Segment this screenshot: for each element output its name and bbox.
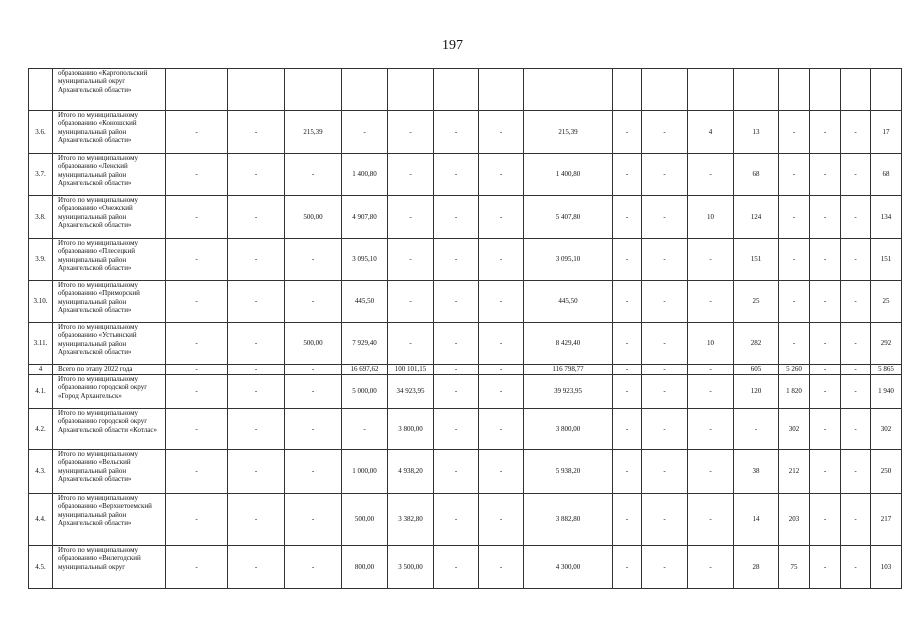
- row-name: образованию «Каргопольский муниципальный округ Архангельской области»: [53, 69, 166, 111]
- cell-col-8: 5 407,80: [524, 196, 613, 239]
- cell-col-8: [524, 69, 613, 111]
- cell-col-13: -: [779, 323, 810, 365]
- table-row: [29, 546, 902, 589]
- cell-col-7: -: [479, 546, 524, 589]
- cell-col-2: -: [228, 450, 285, 494]
- cell-col-13: 212: [779, 450, 810, 494]
- cell-col-7: -: [479, 239, 524, 281]
- cell-col-11: 10: [688, 196, 734, 239]
- cell-col-16: 68: [871, 154, 902, 196]
- cell-col-10: -: [642, 375, 688, 409]
- cell-col-11: -: [688, 375, 734, 409]
- cell-col-9: -: [613, 323, 642, 365]
- cell-col-6: -: [434, 196, 479, 239]
- cell-col-1: -: [166, 154, 228, 196]
- cell-col-11: -: [688, 365, 734, 375]
- table-row: [29, 111, 902, 154]
- cell-col-10: -: [642, 323, 688, 365]
- cell-col-5: -: [388, 111, 434, 154]
- cell-col-12: 13: [734, 111, 779, 154]
- cell-col-10: -: [642, 239, 688, 281]
- cell-col-13: 75: [779, 546, 810, 589]
- cell-col-6: -: [434, 365, 479, 375]
- cell-col-6: -: [434, 546, 479, 589]
- cell-col-8: 5 938,20: [524, 450, 613, 494]
- cell-col-7: -: [479, 111, 524, 154]
- cell-col-16: 217: [871, 494, 902, 546]
- cell-col-7: -: [479, 375, 524, 409]
- cell-col-14: -: [810, 323, 841, 365]
- cell-col-5: 100 101,15: [388, 365, 434, 375]
- cell-col-12: 282: [734, 323, 779, 365]
- table-row: [29, 365, 902, 375]
- cell-col-6: -: [434, 494, 479, 546]
- cell-col-7: -: [479, 409, 524, 450]
- cell-col-3: [285, 69, 342, 111]
- cell-col-15: -: [841, 239, 871, 281]
- cell-col-6: -: [434, 281, 479, 323]
- cell-col-11: -: [688, 281, 734, 323]
- cell-col-5: 3 800,00: [388, 409, 434, 450]
- cell-col-10: [642, 69, 688, 111]
- cell-col-6: -: [434, 239, 479, 281]
- cell-col-5: 4 938,20: [388, 450, 434, 494]
- cell-col-2: -: [228, 154, 285, 196]
- cell-col-1: -: [166, 375, 228, 409]
- cell-col-3: 215,39: [285, 111, 342, 154]
- cell-col-11: [688, 69, 734, 111]
- cell-col-1: -: [166, 111, 228, 154]
- cell-col-15: -: [841, 375, 871, 409]
- cell-col-11: -: [688, 239, 734, 281]
- cell-col-6: -: [434, 375, 479, 409]
- row-name: Итого по муниципальному образованию «Устьянский муниципальный район Архангельской области»: [53, 323, 166, 365]
- cell-col-9: -: [613, 546, 642, 589]
- cell-col-3: -: [285, 494, 342, 546]
- cell-col-14: -: [810, 375, 841, 409]
- cell-col-5: 3 382,80: [388, 494, 434, 546]
- row-number: 3.6.: [29, 111, 53, 154]
- cell-col-15: -: [841, 196, 871, 239]
- cell-col-2: -: [228, 494, 285, 546]
- cell-col-10: -: [642, 365, 688, 375]
- cell-col-13: -: [779, 154, 810, 196]
- cell-col-10: -: [642, 111, 688, 154]
- cell-col-4: 7 929,40: [342, 323, 388, 365]
- cell-col-15: -: [841, 409, 871, 450]
- cell-col-5: -: [388, 196, 434, 239]
- cell-col-9: -: [613, 154, 642, 196]
- table-row: [29, 450, 902, 494]
- cell-col-11: 10: [688, 323, 734, 365]
- cell-col-2: -: [228, 375, 285, 409]
- cell-col-10: -: [642, 409, 688, 450]
- cell-col-4: 500,00: [342, 494, 388, 546]
- cell-col-6: [434, 69, 479, 111]
- cell-col-9: -: [613, 281, 642, 323]
- cell-col-12: 28: [734, 546, 779, 589]
- cell-col-7: -: [479, 494, 524, 546]
- cell-col-14: -: [810, 239, 841, 281]
- cell-col-15: [841, 69, 871, 111]
- cell-col-6: -: [434, 323, 479, 365]
- cell-col-12: -: [734, 409, 779, 450]
- cell-col-12: 120: [734, 375, 779, 409]
- cell-col-12: 38: [734, 450, 779, 494]
- cell-col-8: 8 429,40: [524, 323, 613, 365]
- row-name: Итого по муниципальному образованию «Плесецкий муниципальный район Архангельской области»: [53, 239, 166, 281]
- cell-col-13: -: [779, 281, 810, 323]
- cell-col-14: -: [810, 154, 841, 196]
- cell-col-16: 250: [871, 450, 902, 494]
- cell-col-9: -: [613, 450, 642, 494]
- table-row: [29, 494, 902, 546]
- cell-col-9: -: [613, 239, 642, 281]
- cell-col-16: 134: [871, 196, 902, 239]
- cell-col-15: -: [841, 365, 871, 375]
- cell-col-2: [228, 69, 285, 111]
- row-name: Итого по муниципальному образованию «Коношский муниципальный район Архангельской области»: [53, 111, 166, 154]
- row-number: 3.11.: [29, 323, 53, 365]
- cell-col-13: -: [779, 239, 810, 281]
- cell-col-9: [613, 69, 642, 111]
- cell-col-14: -: [810, 546, 841, 589]
- row-number: 4: [29, 365, 53, 375]
- cell-col-2: -: [228, 365, 285, 375]
- cell-col-15: -: [841, 546, 871, 589]
- cell-col-2: -: [228, 409, 285, 450]
- cell-col-9: -: [613, 375, 642, 409]
- cell-col-9: -: [613, 409, 642, 450]
- cell-col-16: 1 940: [871, 375, 902, 409]
- cell-col-8: 4 300,00: [524, 546, 613, 589]
- cell-col-15: -: [841, 281, 871, 323]
- cell-col-10: -: [642, 154, 688, 196]
- cell-col-13: 5 260: [779, 365, 810, 375]
- cell-col-3: -: [285, 409, 342, 450]
- row-name: Итого по муниципальному образованию «Ленский муниципальный район Архангельской области»: [53, 154, 166, 196]
- cell-col-5: [388, 69, 434, 111]
- cell-col-16: 25: [871, 281, 902, 323]
- cell-col-11: -: [688, 450, 734, 494]
- cell-col-8: 3 882,80: [524, 494, 613, 546]
- cell-col-16: 302: [871, 409, 902, 450]
- table-row: [29, 69, 902, 111]
- cell-col-2: -: [228, 323, 285, 365]
- table-row: [29, 323, 902, 365]
- row-name: Итого по муниципальному образованию городской округ Архангельской области «Котлас»: [53, 409, 166, 450]
- cell-col-2: -: [228, 281, 285, 323]
- cell-col-8: 3 800,00: [524, 409, 613, 450]
- cell-col-7: -: [479, 196, 524, 239]
- cell-col-13: 203: [779, 494, 810, 546]
- cell-col-14: -: [810, 365, 841, 375]
- cell-col-8: 215,39: [524, 111, 613, 154]
- cell-col-10: -: [642, 281, 688, 323]
- cell-col-8: 1 400,80: [524, 154, 613, 196]
- cell-col-10: -: [642, 196, 688, 239]
- cell-col-3: -: [285, 450, 342, 494]
- cell-col-11: -: [688, 546, 734, 589]
- cell-col-5: -: [388, 323, 434, 365]
- cell-col-12: 68: [734, 154, 779, 196]
- row-name: Всего по этапу 2022 года: [53, 365, 166, 375]
- cell-col-8: 116 798,77: [524, 365, 613, 375]
- row-number: 4.5.: [29, 546, 53, 589]
- cell-col-4: -: [342, 111, 388, 154]
- cell-col-4: 1 000,00: [342, 450, 388, 494]
- cell-col-16: 151: [871, 239, 902, 281]
- cell-col-3: -: [285, 546, 342, 589]
- cell-col-10: -: [642, 546, 688, 589]
- cell-col-14: -: [810, 111, 841, 154]
- cell-col-11: -: [688, 154, 734, 196]
- cell-col-5: -: [388, 154, 434, 196]
- cell-col-2: -: [228, 239, 285, 281]
- cell-col-3: 500,00: [285, 196, 342, 239]
- cell-col-6: -: [434, 450, 479, 494]
- cell-col-3: -: [285, 365, 342, 375]
- row-name: Итого по муниципальному образованию «Вельский муниципальный район Архангельской области»: [53, 450, 166, 494]
- cell-col-14: -: [810, 450, 841, 494]
- cell-col-3: -: [285, 154, 342, 196]
- cell-col-14: -: [810, 409, 841, 450]
- cell-col-2: -: [228, 111, 285, 154]
- table-row: [29, 196, 902, 239]
- cell-col-12: 124: [734, 196, 779, 239]
- cell-col-7: -: [479, 365, 524, 375]
- cell-col-1: -: [166, 494, 228, 546]
- row-number: 3.9.: [29, 239, 53, 281]
- table-row: [29, 281, 902, 323]
- cell-col-16: [871, 69, 902, 111]
- cell-col-14: [810, 69, 841, 111]
- cell-col-12: 151: [734, 239, 779, 281]
- cell-col-15: -: [841, 323, 871, 365]
- row-number: [29, 69, 53, 111]
- row-name: Итого по муниципальному образованию «Онежский муниципальный район Архангельской области»: [53, 196, 166, 239]
- cell-col-1: -: [166, 323, 228, 365]
- row-number: 3.8.: [29, 196, 53, 239]
- cell-col-5: -: [388, 281, 434, 323]
- cell-col-15: -: [841, 154, 871, 196]
- cell-col-7: -: [479, 450, 524, 494]
- row-number: 3.10.: [29, 281, 53, 323]
- cell-col-16: 5 865: [871, 365, 902, 375]
- table-row: [29, 409, 902, 450]
- cell-col-8: 3 095,10: [524, 239, 613, 281]
- cell-col-3: 500,00: [285, 323, 342, 365]
- cell-col-6: -: [434, 154, 479, 196]
- cell-col-4: -: [342, 409, 388, 450]
- table-row: [29, 239, 902, 281]
- row-name: Итого по муниципальному образованию городской округ «Город Архангельск»: [53, 375, 166, 409]
- cell-col-14: -: [810, 196, 841, 239]
- cell-col-11: -: [688, 494, 734, 546]
- cell-col-16: 103: [871, 546, 902, 589]
- cell-col-1: [166, 69, 228, 111]
- table-row: [29, 375, 902, 409]
- cell-col-8: 445,50: [524, 281, 613, 323]
- cell-col-3: -: [285, 281, 342, 323]
- cell-col-12: 25: [734, 281, 779, 323]
- row-name: Итого по муниципальному образованию «Верхнетоемский муниципальный район Архангельской области»: [53, 494, 166, 546]
- cell-col-3: -: [285, 239, 342, 281]
- cell-col-14: -: [810, 494, 841, 546]
- cell-col-1: -: [166, 450, 228, 494]
- cell-col-4: 4 907,80: [342, 196, 388, 239]
- cell-col-12: [734, 69, 779, 111]
- cell-col-9: -: [613, 111, 642, 154]
- row-name: Итого по муниципальному образованию «Приморский муниципальный район Архангельской области»: [53, 281, 166, 323]
- cell-col-7: -: [479, 154, 524, 196]
- cell-col-1: -: [166, 365, 228, 375]
- cell-col-9: -: [613, 494, 642, 546]
- cell-col-4: 800,00: [342, 546, 388, 589]
- cell-col-5: 3 500,00: [388, 546, 434, 589]
- row-number: 3.7.: [29, 154, 53, 196]
- data-table: [28, 68, 902, 589]
- cell-col-13: -: [779, 196, 810, 239]
- row-number: 4.1.: [29, 375, 53, 409]
- cell-col-4: 16 697,62: [342, 365, 388, 375]
- cell-col-14: -: [810, 281, 841, 323]
- cell-col-4: 445,50: [342, 281, 388, 323]
- cell-col-15: -: [841, 494, 871, 546]
- cell-col-1: -: [166, 546, 228, 589]
- cell-col-4: 1 400,80: [342, 154, 388, 196]
- cell-col-11: -: [688, 409, 734, 450]
- row-number: 4.2.: [29, 409, 53, 450]
- cell-col-5: 34 923,95: [388, 375, 434, 409]
- cell-col-15: -: [841, 450, 871, 494]
- cell-col-1: -: [166, 196, 228, 239]
- cell-col-4: [342, 69, 388, 111]
- cell-col-9: -: [613, 365, 642, 375]
- cell-col-16: 17: [871, 111, 902, 154]
- page-number: 197: [442, 38, 463, 53]
- cell-col-5: -: [388, 239, 434, 281]
- cell-col-2: -: [228, 196, 285, 239]
- table-row: [29, 154, 902, 196]
- cell-col-1: -: [166, 239, 228, 281]
- cell-col-6: -: [434, 111, 479, 154]
- cell-col-16: 292: [871, 323, 902, 365]
- cell-col-13: 302: [779, 409, 810, 450]
- cell-col-7: -: [479, 281, 524, 323]
- cell-col-10: -: [642, 494, 688, 546]
- cell-col-7: -: [479, 323, 524, 365]
- cell-col-3: -: [285, 375, 342, 409]
- row-name: Итого по муниципальному образованию «Вилегодский муниципальный округ: [53, 546, 166, 589]
- cell-col-12: 14: [734, 494, 779, 546]
- cell-col-7: [479, 69, 524, 111]
- cell-col-11: 4: [688, 111, 734, 154]
- cell-col-6: -: [434, 409, 479, 450]
- cell-col-9: -: [613, 196, 642, 239]
- row-number: 4.4.: [29, 494, 53, 546]
- cell-col-12: 605: [734, 365, 779, 375]
- cell-col-15: -: [841, 111, 871, 154]
- cell-col-10: -: [642, 450, 688, 494]
- row-number: 4.3.: [29, 450, 53, 494]
- cell-col-1: -: [166, 281, 228, 323]
- cell-col-13: -: [779, 111, 810, 154]
- cell-col-13: [779, 69, 810, 111]
- cell-col-13: 1 820: [779, 375, 810, 409]
- cell-col-8: 39 923,95: [524, 375, 613, 409]
- cell-col-1: -: [166, 409, 228, 450]
- cell-col-2: -: [228, 546, 285, 589]
- cell-col-4: 3 095,10: [342, 239, 388, 281]
- cell-col-4: 5 000,00: [342, 375, 388, 409]
